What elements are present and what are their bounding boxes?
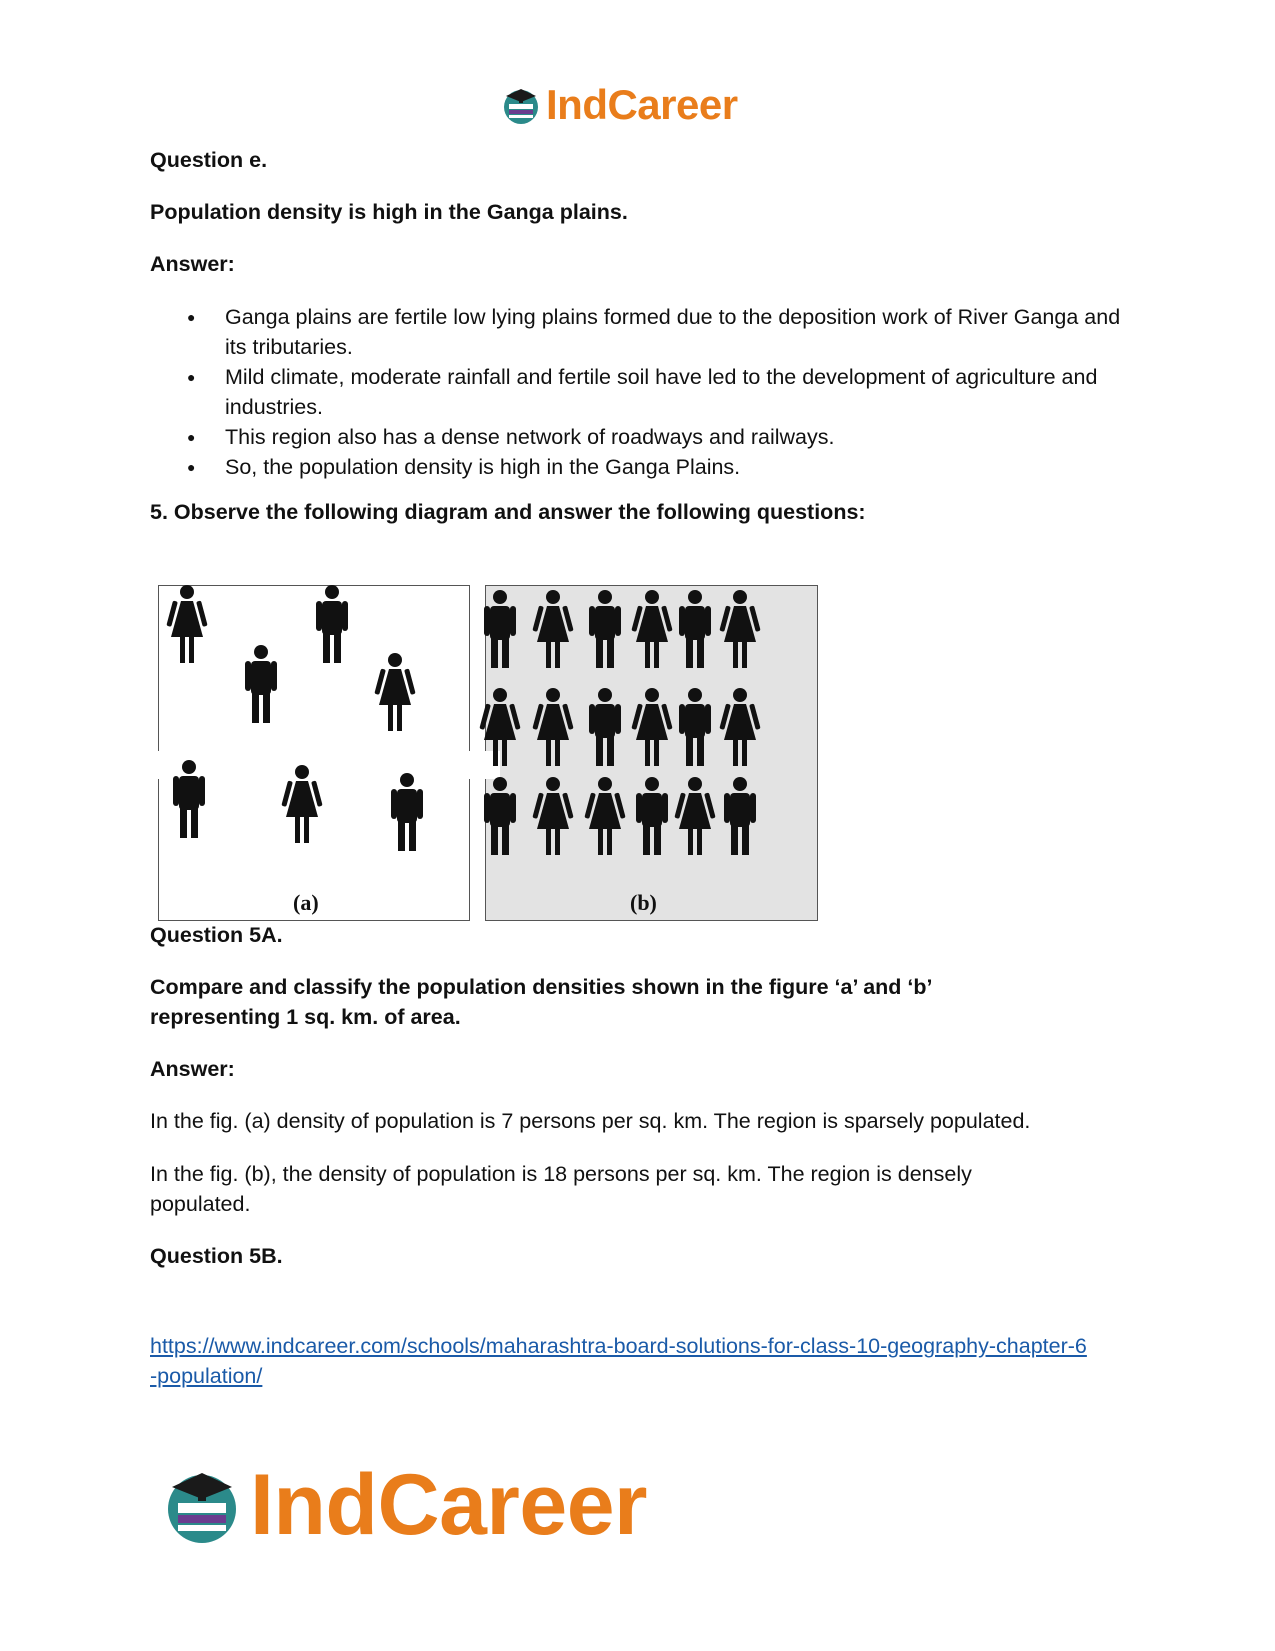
- person-icon: [589, 688, 621, 766]
- figure-panel-b-label: (b): [630, 890, 657, 915]
- header-logo: [500, 80, 738, 130]
- list-item: ● Mild climate, moderate rainfall and fertile soil have led to the development of agriculture and industries.: [225, 362, 1130, 422]
- person-icon: [679, 688, 711, 766]
- question-e-answer-list: [150, 302, 1130, 482]
- person-icon: [391, 773, 423, 851]
- list-item: ● So, the population density is high in the Ganga Plains.: [225, 452, 1130, 482]
- people-icons-layer: [155, 585, 820, 925]
- question-e-heading: Question e.: [150, 148, 268, 172]
- person-icon: [532, 590, 573, 668]
- graduation-cap-book-globe-icon: [500, 84, 542, 126]
- list-item: ● Ganga plains are fertile low lying plains formed due to the deposition work of River Ganga and its tributaries.: [225, 302, 1130, 362]
- q5a-heading: Question 5A.: [150, 923, 283, 947]
- person-icon: [374, 653, 415, 731]
- q5a-statement: Compare and classify the population densities shown in the figure ‘a’ and ‘b’ representing 1 sq. km. of area.: [150, 975, 932, 1029]
- person-icon: [245, 645, 277, 723]
- brand-name: IndCareer: [250, 1456, 647, 1553]
- person-icon: [724, 777, 756, 855]
- population-density-figure: [155, 585, 820, 925]
- person-icon: [281, 765, 322, 843]
- person-icon: [173, 760, 205, 838]
- person-icon: [636, 777, 668, 855]
- person-icon: [679, 590, 711, 668]
- list-item: ● This region also has a dense network of roadways and railways.: [225, 422, 1130, 452]
- person-icon: [674, 777, 715, 855]
- question-e-statement: Population density is high in the Ganga plains.: [150, 200, 628, 224]
- person-icon: [584, 777, 625, 855]
- graduation-cap-book-globe-icon: [160, 1463, 244, 1547]
- person-icon: [631, 688, 672, 766]
- person-icon: [532, 688, 573, 766]
- person-icon: [316, 585, 348, 663]
- q5a-answer-paragraph-1: In the fig. (a) density of population is 7 persons per sq. km. The region is sparsely populated.: [150, 1109, 1031, 1133]
- brand-name: IndCareer: [546, 81, 738, 128]
- q5-instruction: 5. Observe the following diagram and answer the following questions:: [150, 500, 866, 524]
- footer-logo: [160, 1456, 647, 1553]
- q5a-answer-paragraph-2: In the fig. (b), the density of population is 18 persons per sq. km. The region is densely populated.: [150, 1162, 972, 1216]
- footer-source-link[interactable]: https://www.indcareer.com/schools/maharashtra-board-solutions-for-class-10-geography-chapter-6-population/: [150, 1334, 1087, 1388]
- person-icon: [479, 688, 520, 766]
- person-icon: [589, 590, 621, 668]
- person-icon: [631, 590, 672, 668]
- q5a-answer-label: Answer:: [150, 1057, 235, 1081]
- person-icon: [719, 590, 760, 668]
- person-icon: [484, 777, 516, 855]
- question-e-answer-label: Answer:: [150, 252, 235, 276]
- figure-panel-a-label: (a): [293, 890, 319, 915]
- person-icon: [166, 585, 207, 663]
- person-icon: [719, 688, 760, 766]
- person-icon: [532, 777, 573, 855]
- q5b-heading: Question 5B.: [150, 1244, 283, 1268]
- person-icon: [484, 590, 516, 668]
